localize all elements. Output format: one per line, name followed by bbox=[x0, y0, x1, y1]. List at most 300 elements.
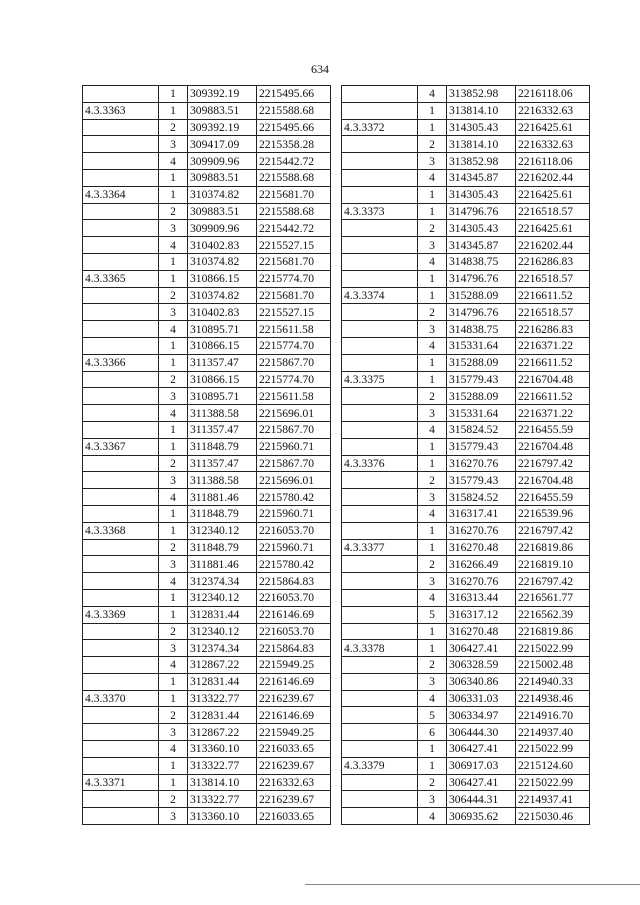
x-coordinate-cell: 312340.12 bbox=[188, 522, 257, 539]
y-coordinate-cell: 2215780.42 bbox=[257, 556, 331, 573]
table-row bbox=[83, 774, 331, 791]
x-coordinate-cell: 306328.59 bbox=[447, 657, 516, 674]
y-coordinate-cell: 2216819.86 bbox=[516, 623, 590, 640]
table-row bbox=[83, 169, 331, 186]
plot-id-cell bbox=[342, 136, 418, 153]
x-coordinate-cell: 310374.82 bbox=[188, 287, 257, 304]
y-coordinate-cell: 2215002.48 bbox=[516, 657, 590, 674]
table-row bbox=[342, 86, 590, 103]
plot-id-cell bbox=[342, 673, 418, 690]
x-coordinate-cell: 312374.34 bbox=[188, 573, 257, 590]
plot-id-cell bbox=[342, 169, 418, 186]
point-number-cell: 2 bbox=[159, 623, 188, 640]
plot-id-cell bbox=[83, 757, 159, 774]
plot-id-cell bbox=[83, 220, 159, 237]
x-coordinate-cell: 309883.51 bbox=[188, 169, 257, 186]
x-coordinate-cell: 310866.15 bbox=[188, 371, 257, 388]
plot-id-cell bbox=[342, 472, 418, 489]
y-coordinate-cell: 2216704.48 bbox=[516, 472, 590, 489]
y-coordinate-cell: 2215681.70 bbox=[257, 287, 331, 304]
y-coordinate-cell: 2215960.71 bbox=[257, 539, 331, 556]
point-number-cell: 1 bbox=[418, 186, 447, 203]
point-number-cell: 3 bbox=[159, 808, 188, 825]
y-coordinate-cell: 2216518.57 bbox=[516, 270, 590, 287]
y-coordinate-cell: 2216704.48 bbox=[516, 438, 590, 455]
plot-id-cell bbox=[342, 321, 418, 338]
x-coordinate-cell: 316317.12 bbox=[447, 606, 516, 623]
y-coordinate-cell: 2216146.69 bbox=[257, 707, 331, 724]
y-coordinate-cell: 2216146.69 bbox=[257, 606, 331, 623]
plot-id-cell bbox=[83, 455, 159, 472]
x-coordinate-cell: 306331.03 bbox=[447, 690, 516, 707]
x-coordinate-cell: 313322.77 bbox=[188, 690, 257, 707]
table-row bbox=[342, 421, 590, 438]
x-coordinate-cell: 316270.76 bbox=[447, 573, 516, 590]
table-row bbox=[342, 505, 590, 522]
y-coordinate-cell: 2216033.65 bbox=[257, 808, 331, 825]
table-row bbox=[342, 354, 590, 371]
y-coordinate-cell: 2215774.70 bbox=[257, 270, 331, 287]
point-number-cell: 1 bbox=[159, 186, 188, 203]
table-row bbox=[83, 757, 331, 774]
table-row bbox=[342, 220, 590, 237]
plot-id-cell bbox=[83, 741, 159, 758]
table-row bbox=[342, 757, 590, 774]
plot-id-cell: 4.3.3374 bbox=[342, 287, 418, 304]
y-coordinate-cell: 2216797.42 bbox=[516, 455, 590, 472]
x-coordinate-cell: 314305.43 bbox=[447, 119, 516, 136]
y-coordinate-cell: 2215495.66 bbox=[257, 86, 331, 103]
y-coordinate-cell: 2216819.10 bbox=[516, 556, 590, 573]
y-coordinate-cell: 2216239.67 bbox=[257, 690, 331, 707]
table-row bbox=[83, 153, 331, 170]
point-number-cell: 4 bbox=[159, 153, 188, 170]
point-number-cell: 1 bbox=[418, 757, 447, 774]
point-number-cell: 1 bbox=[159, 337, 188, 354]
table-row bbox=[342, 522, 590, 539]
y-coordinate-cell: 2215774.70 bbox=[257, 371, 331, 388]
y-coordinate-cell: 2216332.63 bbox=[257, 774, 331, 791]
x-coordinate-cell: 315824.52 bbox=[447, 421, 516, 438]
y-coordinate-cell: 2215867.70 bbox=[257, 354, 331, 371]
x-coordinate-cell: 314838.75 bbox=[447, 253, 516, 270]
point-number-cell: 6 bbox=[418, 724, 447, 741]
point-number-cell: 2 bbox=[159, 371, 188, 388]
point-number-cell: 2 bbox=[418, 304, 447, 321]
y-coordinate-cell: 2216518.57 bbox=[516, 203, 590, 220]
point-number-cell: 3 bbox=[418, 321, 447, 338]
plot-id-cell bbox=[83, 724, 159, 741]
table-row bbox=[83, 220, 331, 237]
plot-id-cell bbox=[342, 505, 418, 522]
plot-id-cell bbox=[83, 203, 159, 220]
table-row bbox=[342, 153, 590, 170]
plot-id-cell bbox=[83, 304, 159, 321]
x-coordinate-cell: 315331.64 bbox=[447, 405, 516, 422]
plot-id-cell bbox=[83, 237, 159, 254]
y-coordinate-cell: 2214937.40 bbox=[516, 724, 590, 741]
y-coordinate-cell: 2216053.70 bbox=[257, 522, 331, 539]
plot-id-cell bbox=[83, 489, 159, 506]
plot-id-cell bbox=[83, 623, 159, 640]
x-coordinate-cell: 314305.43 bbox=[447, 186, 516, 203]
table-row bbox=[83, 136, 331, 153]
point-number-cell: 4 bbox=[159, 321, 188, 338]
x-coordinate-cell: 310402.83 bbox=[188, 304, 257, 321]
y-coordinate-cell: 2216797.42 bbox=[516, 573, 590, 590]
y-coordinate-cell: 2215527.15 bbox=[257, 237, 331, 254]
y-coordinate-cell: 2216819.86 bbox=[516, 539, 590, 556]
point-number-cell: 1 bbox=[418, 102, 447, 119]
x-coordinate-cell: 316270.48 bbox=[447, 623, 516, 640]
y-coordinate-cell: 2216518.57 bbox=[516, 304, 590, 321]
point-number-cell: 2 bbox=[159, 455, 188, 472]
plot-id-cell bbox=[342, 657, 418, 674]
plot-id-cell bbox=[83, 86, 159, 103]
y-coordinate-cell: 2214940.33 bbox=[516, 673, 590, 690]
table-row bbox=[83, 253, 331, 270]
plot-id-cell bbox=[342, 253, 418, 270]
plot-id-cell bbox=[83, 640, 159, 657]
plot-id-cell bbox=[83, 657, 159, 674]
x-coordinate-cell: 315779.43 bbox=[447, 371, 516, 388]
point-number-cell: 1 bbox=[418, 640, 447, 657]
x-coordinate-cell: 311388.58 bbox=[188, 405, 257, 422]
y-coordinate-cell: 2215960.71 bbox=[257, 438, 331, 455]
y-coordinate-cell: 2216239.67 bbox=[257, 757, 331, 774]
point-number-cell: 4 bbox=[159, 405, 188, 422]
y-coordinate-cell: 2215611.58 bbox=[257, 321, 331, 338]
plot-id-cell bbox=[83, 136, 159, 153]
x-coordinate-cell: 316270.76 bbox=[447, 522, 516, 539]
point-number-cell: 4 bbox=[418, 808, 447, 825]
point-number-cell: 4 bbox=[418, 169, 447, 186]
table-row bbox=[342, 270, 590, 287]
table-row bbox=[83, 388, 331, 405]
table-row bbox=[342, 102, 590, 119]
table-row bbox=[83, 623, 331, 640]
point-number-cell: 1 bbox=[159, 505, 188, 522]
point-number-cell: 2 bbox=[418, 472, 447, 489]
x-coordinate-cell: 309909.96 bbox=[188, 153, 257, 170]
x-coordinate-cell: 306427.41 bbox=[447, 640, 516, 657]
point-number-cell: 1 bbox=[159, 522, 188, 539]
y-coordinate-cell: 2216539.96 bbox=[516, 505, 590, 522]
table-row bbox=[83, 589, 331, 606]
table-row bbox=[83, 505, 331, 522]
point-number-cell: 1 bbox=[159, 421, 188, 438]
point-number-cell: 1 bbox=[418, 522, 447, 539]
x-coordinate-cell: 311881.46 bbox=[188, 556, 257, 573]
x-coordinate-cell: 312340.12 bbox=[188, 589, 257, 606]
table-row bbox=[342, 203, 590, 220]
y-coordinate-cell: 2216053.70 bbox=[257, 623, 331, 640]
plot-id-cell bbox=[83, 808, 159, 825]
point-number-cell: 3 bbox=[418, 573, 447, 590]
point-number-cell: 1 bbox=[159, 606, 188, 623]
plot-id-cell bbox=[83, 421, 159, 438]
table-row bbox=[342, 472, 590, 489]
plot-id-cell bbox=[342, 489, 418, 506]
table-row bbox=[83, 321, 331, 338]
table-row bbox=[83, 724, 331, 741]
y-coordinate-cell: 2215030.46 bbox=[516, 808, 590, 825]
point-number-cell: 4 bbox=[159, 741, 188, 758]
plot-id-cell bbox=[342, 220, 418, 237]
point-number-cell: 1 bbox=[418, 287, 447, 304]
x-coordinate-cell: 312867.22 bbox=[188, 724, 257, 741]
y-coordinate-cell: 2215949.25 bbox=[257, 724, 331, 741]
x-coordinate-cell: 310866.15 bbox=[188, 337, 257, 354]
table-row bbox=[83, 371, 331, 388]
y-coordinate-cell: 2214916.70 bbox=[516, 707, 590, 724]
table-row bbox=[342, 388, 590, 405]
y-coordinate-cell: 2215588.68 bbox=[257, 169, 331, 186]
table-row bbox=[83, 455, 331, 472]
table-row bbox=[342, 657, 590, 674]
y-coordinate-cell: 2215949.25 bbox=[257, 657, 331, 674]
y-coordinate-cell: 2216425.61 bbox=[516, 220, 590, 237]
plot-id-cell bbox=[342, 388, 418, 405]
y-coordinate-cell: 2215780.42 bbox=[257, 489, 331, 506]
plot-id-cell bbox=[342, 86, 418, 103]
table-row bbox=[83, 102, 331, 119]
x-coordinate-cell: 306340.86 bbox=[447, 673, 516, 690]
plot-id-cell bbox=[83, 707, 159, 724]
x-coordinate-cell: 315779.43 bbox=[447, 472, 516, 489]
x-coordinate-cell: 313360.10 bbox=[188, 741, 257, 758]
point-number-cell: 3 bbox=[418, 405, 447, 422]
point-number-cell: 2 bbox=[418, 556, 447, 573]
table-row bbox=[342, 371, 590, 388]
point-number-cell: 1 bbox=[418, 539, 447, 556]
x-coordinate-cell: 310895.71 bbox=[188, 388, 257, 405]
point-number-cell: 4 bbox=[159, 657, 188, 674]
coordinates-table-left bbox=[82, 85, 331, 825]
table-row bbox=[342, 640, 590, 657]
y-coordinate-cell: 2215588.68 bbox=[257, 203, 331, 220]
y-coordinate-cell: 2216797.42 bbox=[516, 522, 590, 539]
point-number-cell: 1 bbox=[159, 253, 188, 270]
table-row bbox=[83, 438, 331, 455]
y-coordinate-cell: 2216118.06 bbox=[516, 153, 590, 170]
x-coordinate-cell: 306427.41 bbox=[447, 741, 516, 758]
plot-id-cell: 4.3.3363 bbox=[83, 102, 159, 119]
plot-id-cell bbox=[342, 186, 418, 203]
plot-id-cell bbox=[342, 690, 418, 707]
plot-id-cell bbox=[83, 472, 159, 489]
point-number-cell: 3 bbox=[418, 489, 447, 506]
table-row bbox=[83, 489, 331, 506]
point-number-cell: 4 bbox=[159, 489, 188, 506]
point-number-cell: 1 bbox=[159, 774, 188, 791]
plot-id-cell bbox=[83, 287, 159, 304]
y-coordinate-cell: 2216562.39 bbox=[516, 606, 590, 623]
point-number-cell: 2 bbox=[159, 791, 188, 808]
table-row bbox=[83, 421, 331, 438]
x-coordinate-cell: 312867.22 bbox=[188, 657, 257, 674]
plot-id-cell: 4.3.3366 bbox=[83, 354, 159, 371]
table-row bbox=[83, 237, 331, 254]
plot-id-cell: 4.3.3369 bbox=[83, 606, 159, 623]
x-coordinate-cell: 313814.10 bbox=[447, 136, 516, 153]
table-row bbox=[83, 640, 331, 657]
point-number-cell: 1 bbox=[418, 354, 447, 371]
x-coordinate-cell: 312831.44 bbox=[188, 673, 257, 690]
table-row bbox=[342, 556, 590, 573]
x-coordinate-cell: 314345.87 bbox=[447, 237, 516, 254]
point-number-cell: 4 bbox=[418, 589, 447, 606]
x-coordinate-cell: 311357.47 bbox=[188, 421, 257, 438]
plot-id-cell bbox=[83, 589, 159, 606]
plot-id-cell bbox=[83, 119, 159, 136]
x-coordinate-cell: 314796.76 bbox=[447, 304, 516, 321]
table-row bbox=[342, 304, 590, 321]
plot-id-cell: 4.3.3371 bbox=[83, 774, 159, 791]
x-coordinate-cell: 309392.19 bbox=[188, 119, 257, 136]
table-row bbox=[342, 321, 590, 338]
point-number-cell: 2 bbox=[159, 203, 188, 220]
plot-id-cell bbox=[342, 774, 418, 791]
x-coordinate-cell: 316313.44 bbox=[447, 589, 516, 606]
plot-id-cell: 4.3.3364 bbox=[83, 186, 159, 203]
y-coordinate-cell: 2215022.99 bbox=[516, 774, 590, 791]
plot-id-cell bbox=[83, 169, 159, 186]
table-row bbox=[342, 438, 590, 455]
point-number-cell: 1 bbox=[418, 371, 447, 388]
x-coordinate-cell: 314305.43 bbox=[447, 220, 516, 237]
table-row bbox=[342, 237, 590, 254]
y-coordinate-cell: 2215588.68 bbox=[257, 102, 331, 119]
point-number-cell: 1 bbox=[418, 438, 447, 455]
x-coordinate-cell: 310895.71 bbox=[188, 321, 257, 338]
point-number-cell: 1 bbox=[159, 270, 188, 287]
y-coordinate-cell: 2215022.99 bbox=[516, 640, 590, 657]
x-coordinate-cell: 306935.62 bbox=[447, 808, 516, 825]
y-coordinate-cell: 2216146.69 bbox=[257, 673, 331, 690]
x-coordinate-cell: 313814.10 bbox=[188, 774, 257, 791]
x-coordinate-cell: 315288.09 bbox=[447, 287, 516, 304]
point-number-cell: 4 bbox=[418, 690, 447, 707]
point-number-cell: 3 bbox=[159, 556, 188, 573]
point-number-cell: 1 bbox=[418, 741, 447, 758]
table-row bbox=[83, 304, 331, 321]
point-number-cell: 4 bbox=[418, 421, 447, 438]
point-number-cell: 2 bbox=[159, 119, 188, 136]
x-coordinate-cell: 312831.44 bbox=[188, 707, 257, 724]
plot-id-cell: 4.3.3377 bbox=[342, 539, 418, 556]
point-number-cell: 2 bbox=[418, 388, 447, 405]
y-coordinate-cell: 2215774.70 bbox=[257, 337, 331, 354]
x-coordinate-cell: 311388.58 bbox=[188, 472, 257, 489]
point-number-cell: 3 bbox=[159, 388, 188, 405]
x-coordinate-cell: 306334.97 bbox=[447, 707, 516, 724]
page-number: 634 bbox=[311, 62, 329, 76]
point-number-cell: 1 bbox=[418, 455, 447, 472]
plot-id-cell: 4.3.3379 bbox=[342, 757, 418, 774]
point-number-cell: 3 bbox=[159, 724, 188, 741]
y-coordinate-cell: 2216455.59 bbox=[516, 421, 590, 438]
plot-id-cell bbox=[342, 405, 418, 422]
plot-id-cell bbox=[342, 270, 418, 287]
plot-id-cell bbox=[83, 405, 159, 422]
y-coordinate-cell: 2215696.01 bbox=[257, 405, 331, 422]
y-coordinate-cell: 2215681.70 bbox=[257, 253, 331, 270]
y-coordinate-cell: 2216286.83 bbox=[516, 321, 590, 338]
plot-id-cell bbox=[342, 438, 418, 455]
y-coordinate-cell: 2216425.61 bbox=[516, 119, 590, 136]
y-coordinate-cell: 2216704.48 bbox=[516, 371, 590, 388]
x-coordinate-cell: 316317.41 bbox=[447, 505, 516, 522]
table-row bbox=[83, 354, 331, 371]
point-number-cell: 5 bbox=[418, 606, 447, 623]
x-coordinate-cell: 306444.30 bbox=[447, 724, 516, 741]
table-row bbox=[83, 690, 331, 707]
table-row bbox=[83, 287, 331, 304]
point-number-cell: 3 bbox=[159, 640, 188, 657]
point-number-cell: 1 bbox=[418, 270, 447, 287]
plot-id-cell bbox=[342, 606, 418, 623]
x-coordinate-cell: 313852.98 bbox=[447, 153, 516, 170]
point-number-cell: 2 bbox=[418, 657, 447, 674]
point-number-cell: 4 bbox=[418, 505, 447, 522]
y-coordinate-cell: 2215358.28 bbox=[257, 136, 331, 153]
table-row bbox=[83, 337, 331, 354]
table-row bbox=[342, 690, 590, 707]
x-coordinate-cell: 314838.75 bbox=[447, 321, 516, 338]
x-coordinate-cell: 306427.41 bbox=[447, 774, 516, 791]
table-row bbox=[342, 287, 590, 304]
plot-id-cell bbox=[83, 539, 159, 556]
plot-id-cell bbox=[342, 791, 418, 808]
y-coordinate-cell: 2215611.58 bbox=[257, 388, 331, 405]
plot-id-cell: 4.3.3367 bbox=[83, 438, 159, 455]
table-row bbox=[342, 136, 590, 153]
table-row bbox=[83, 573, 331, 590]
table-row bbox=[83, 673, 331, 690]
plot-id-cell bbox=[342, 354, 418, 371]
table-row bbox=[83, 741, 331, 758]
table-row bbox=[83, 808, 331, 825]
point-number-cell: 5 bbox=[418, 707, 447, 724]
y-coordinate-cell: 2215867.70 bbox=[257, 455, 331, 472]
plot-id-cell: 4.3.3373 bbox=[342, 203, 418, 220]
point-number-cell: 2 bbox=[418, 774, 447, 791]
point-number-cell: 3 bbox=[418, 791, 447, 808]
x-coordinate-cell: 310374.82 bbox=[188, 186, 257, 203]
x-coordinate-cell: 313360.10 bbox=[188, 808, 257, 825]
table-row bbox=[83, 119, 331, 136]
plot-id-cell bbox=[83, 388, 159, 405]
plot-id-cell: 4.3.3365 bbox=[83, 270, 159, 287]
x-coordinate-cell: 313322.77 bbox=[188, 757, 257, 774]
point-number-cell: 4 bbox=[418, 253, 447, 270]
table-row bbox=[83, 606, 331, 623]
x-coordinate-cell: 310374.82 bbox=[188, 253, 257, 270]
point-number-cell: 1 bbox=[418, 203, 447, 220]
point-number-cell: 2 bbox=[418, 220, 447, 237]
y-coordinate-cell: 2216611.52 bbox=[516, 388, 590, 405]
table-row bbox=[83, 657, 331, 674]
plot-id-cell bbox=[342, 573, 418, 590]
plot-id-cell bbox=[83, 556, 159, 573]
y-coordinate-cell: 2215495.66 bbox=[257, 119, 331, 136]
coordinates-table-right bbox=[341, 85, 590, 825]
table-row bbox=[83, 556, 331, 573]
x-coordinate-cell: 312831.44 bbox=[188, 606, 257, 623]
point-number-cell: 3 bbox=[159, 220, 188, 237]
plot-id-cell bbox=[342, 556, 418, 573]
